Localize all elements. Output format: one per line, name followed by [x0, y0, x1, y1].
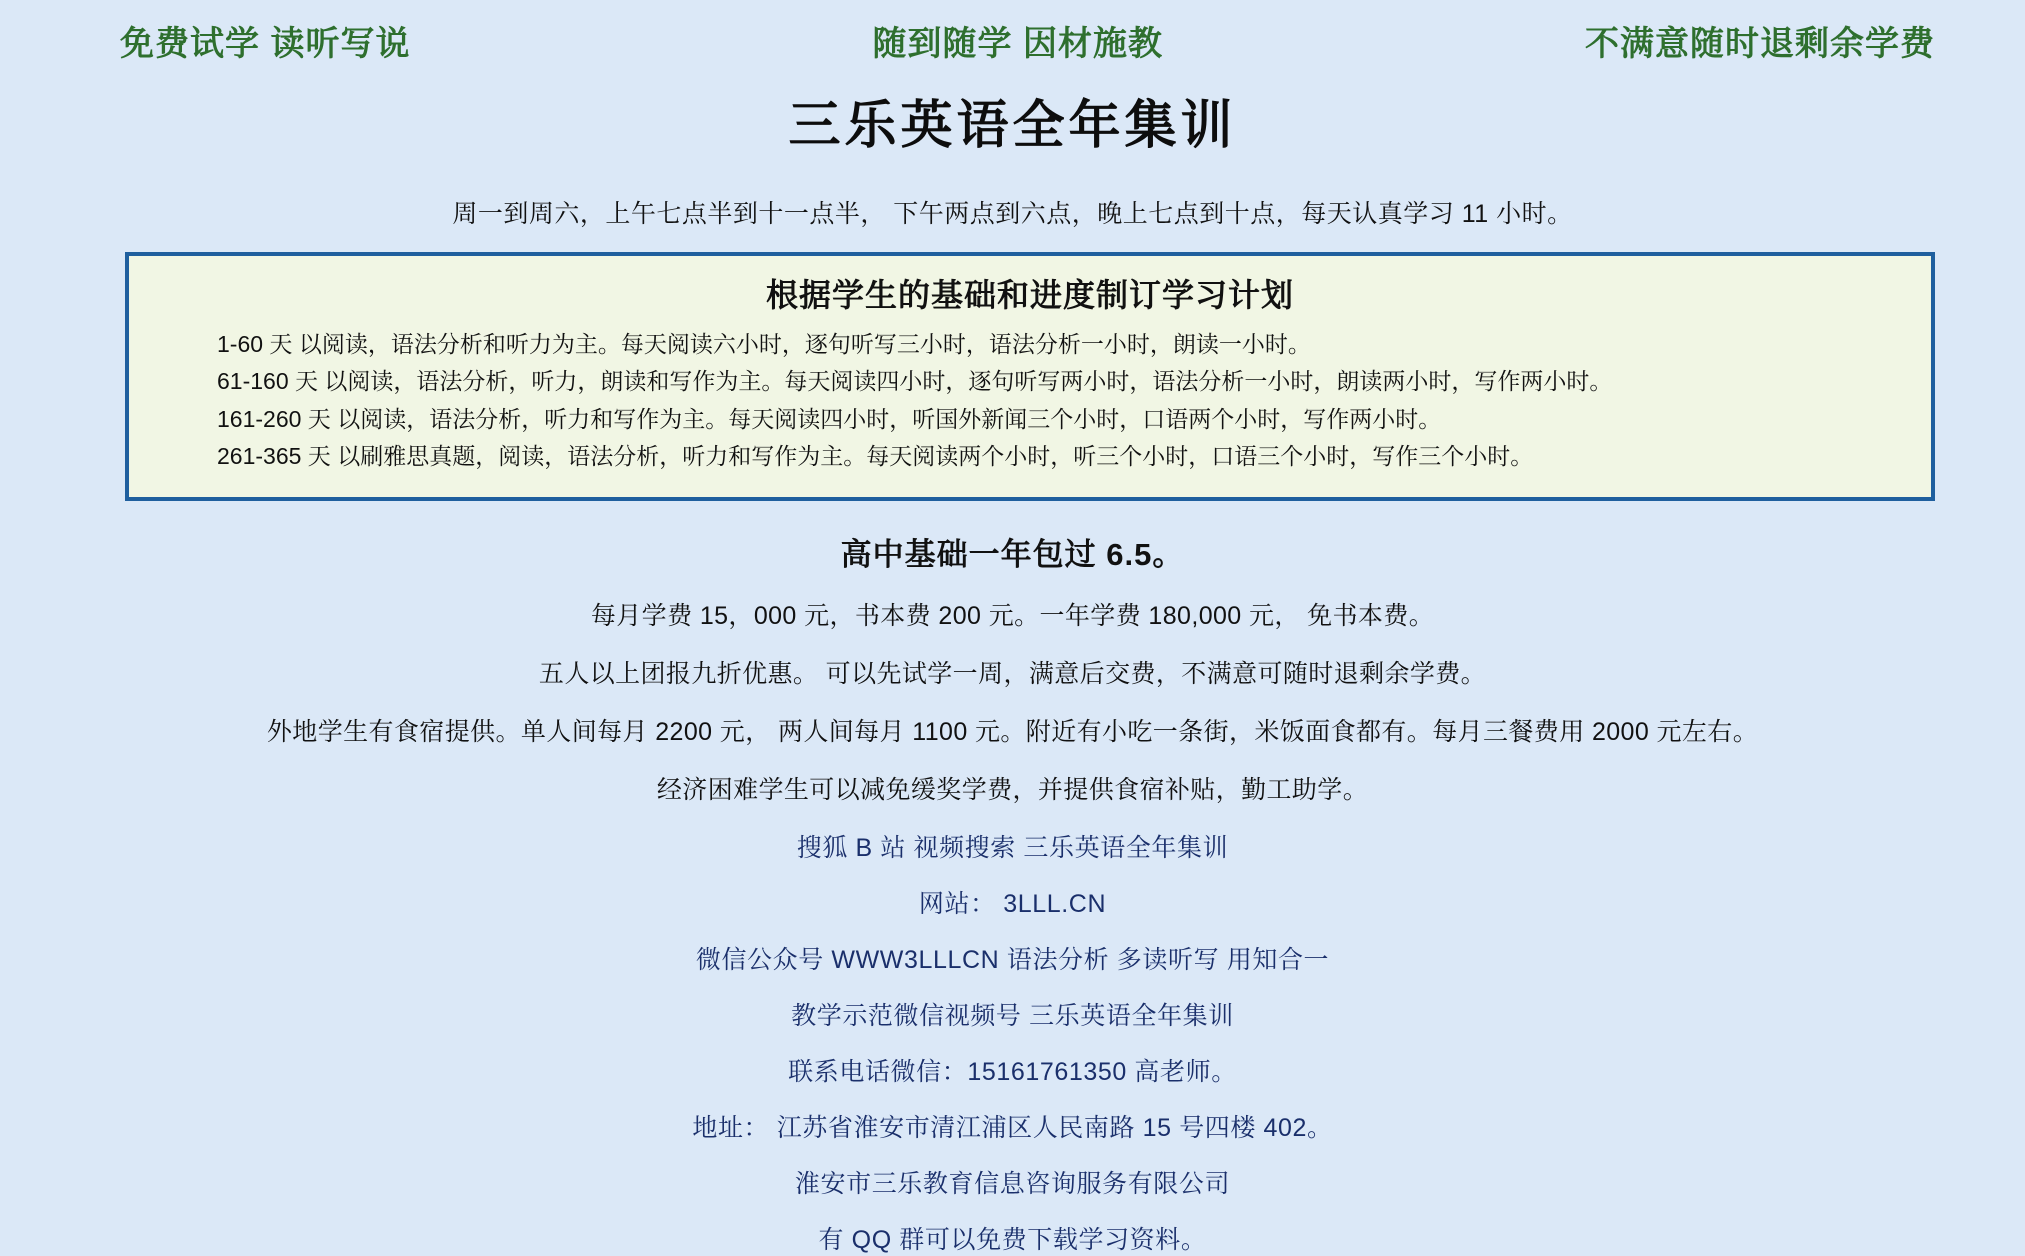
- contact-phone[interactable]: 联系电话微信：15161761350 高老师。: [788, 1058, 1237, 1086]
- contact-wechat-channel[interactable]: 教学示范微信视频号 三乐英语全年集训: [791, 1002, 1234, 1030]
- study-plan-line-3: 161-260 天 以阅读，语法分析，听力和写作为主。每天阅读四小时，听国外新闻三个小时，口语两个小时，写作两小时。: [217, 405, 1442, 432]
- tuition-fee-text: 每月学费 15，000 元，书本费 200 元。一年学费 180,000 元， 免书本费。: [590, 602, 1435, 630]
- study-plan-title: 根据学生的基础和进度制订学习计划: [765, 277, 1294, 313]
- study-plan-box: [125, 252, 1935, 501]
- contact-wechat-official-account[interactable]: 微信公众号 WWW3LLLCN 语法分析 多读听写 用知合一: [695, 946, 1330, 974]
- accommodation-text: 外地学生有食宿提供。单人间每月 2200 元， 两人间每月 1100 元。附近有小吃一条街，米饭面食都有。每月三餐费用 2000 元左右。: [266, 718, 1759, 746]
- study-plan-line-4: 261-365 天 以刷雅思真题，阅读，语法分析，听力和写作为主。每天阅读两个小时，听三个小时，口语三个小时，写作三个小时。: [217, 442, 1534, 469]
- contact-qq-group[interactable]: 有 QQ 群可以免费下载学习资料。: [818, 1226, 1207, 1254]
- slogan-free-trial: 免费试学 读听写说: [120, 25, 411, 63]
- daily-schedule-text: 周一到周六，上午七点半到十一点半， 下午两点到六点，晚上七点到十点，每天认真学习 11 小时。: [452, 200, 1573, 228]
- contact-video-platforms[interactable]: 搜狐 B 站 视频搜索 三乐英语全年集训: [796, 834, 1229, 862]
- contact-address: 地址： 江苏省淮安市清江浦区人民南路 15 号四楼 402。: [692, 1114, 1333, 1142]
- company-name: 淮安市三乐教育信息咨询服务有限公司: [794, 1170, 1231, 1198]
- study-plan-line-2: 61-160 天 以阅读，语法分析，听力，朗读和写作为主。每天阅读四小时，逐句听写两小时，语法分析一小时，朗读两小时，写作两小时。: [217, 368, 1613, 395]
- slogan-refund: 不满意随时退剩余学费: [1585, 25, 1935, 63]
- group-discount-text: 五人以上团报九折优惠。 可以先试学一周，满意后交费，不满意可随时退剩余学费。: [538, 660, 1487, 688]
- page-title: 三乐英语全年集训: [788, 97, 1237, 155]
- contact-website[interactable]: 网站： 3LLL.CN: [918, 890, 1107, 918]
- financial-aid-text: 经济困难学生可以减免缓奖学费，并提供食宿补贴，勤工助学。: [656, 776, 1369, 804]
- study-plan-line-1: 1-60 天 以阅读，语法分析和听力为主。每天阅读六小时，逐句听写三小时，语法分析一小时，朗读一小时。: [217, 331, 1311, 357]
- score-guarantee-text: 高中基础一年包过 6.5。: [840, 537, 1185, 572]
- slogan-row: [40, 0, 1985, 65]
- slogan-flexible-enrollment: 随到随学 因材施教: [872, 25, 1163, 63]
